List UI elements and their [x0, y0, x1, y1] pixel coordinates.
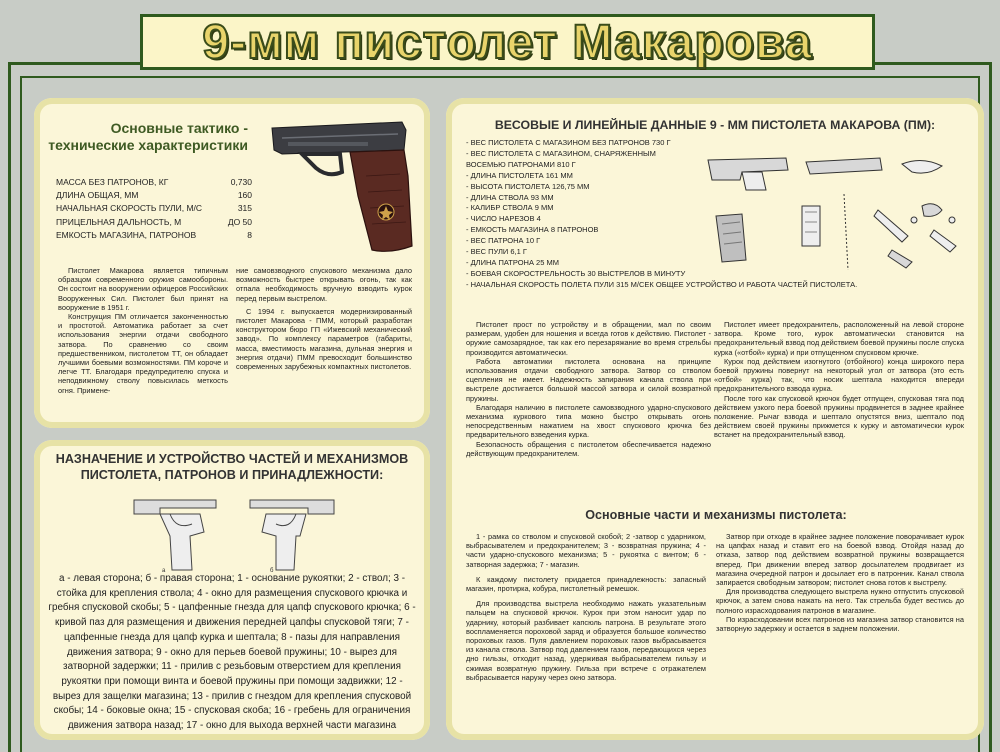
spec-item: - ВЕС ПАТРОНА 10 Г: [466, 236, 541, 246]
frame-line-top-inner: [20, 76, 980, 78]
paragraph: Работа автоматики пистолета основана на принципе использования отдачи свободного затвора. Затвор со стволом сцепления не имеет. Надежность запирания канала ствола при выстреле достигается большой массой затвора и силой возвратной пружины.: [466, 356, 711, 403]
ttx-value: 0,730: [230, 177, 252, 187]
specs-title: ВЕСОВЫЕ И ЛИНЕЙНЫЕ ДАННЫЕ 9 - ММ ПИСТОЛЕТА МАКАРОВА (ПМ):: [494, 118, 936, 132]
ttx-label: МАССА БЕЗ ПАТРОНОВ, КГ: [56, 177, 169, 187]
paragraph: После того как спусковой крючок будет отпущен, спусковая тяга под действием узкого пера боевой пружины продвинется в заднее крайнее положение. Рычаг взвода и шептало опустятся вниз, шептало под действием своей пружины прижмется к курку и автоматически курок встанет на предохранительный взвод.: [714, 393, 964, 440]
spec-item: - КАЛИБР СТВОЛА 9 ММ: [466, 203, 554, 213]
spec-item: - ВЕС ПИСТОЛЕТА С МАГАЗИНОМ, СНАРЯЖЕННЫМ: [466, 148, 656, 158]
spec-item: - ЕМКОСТЬ МАГАЗИНА 8 ПАТРОНОВ: [466, 225, 599, 235]
ttx-text-col-b: [236, 266, 412, 371]
paragraph: По израсходовании всех патронов из магазина затвор становится на затворную задержку и остается в заднем положении.: [716, 614, 964, 634]
ttx-label: НАЧАЛЬНАЯ СКОРОСТЬ ПУЛИ, М/С: [56, 203, 203, 214]
ttx-title: Основные тактико - технические характеристики: [48, 120, 248, 153]
specs-text-col-b: [714, 320, 964, 440]
specs-panel: [446, 98, 984, 740]
spec-item: - БОЕВАЯ СКОРОСТРЕЛЬНОСТЬ 30 ВЫСТРЕЛОВ В МИНУТУ: [466, 268, 686, 278]
parts-panel: [34, 440, 430, 740]
paragraph: Пистолет имеет предохранитель, расположенный на левой стороне затвора. Кроме того, курок автоматически становится на предохранительный взвод под действием боевой пружины после спуска курка («отбой» курка) и при отпущенном спусковом крючке.: [714, 320, 964, 357]
ttx-value: 160: [237, 190, 252, 201]
page-title: 9-мм пистолет Макарова: [202, 15, 813, 69]
parts-title: НАЗНАЧЕНИЕ И УСТРОЙСТВО ЧАСТЕЙ И МЕХАНИЗМОВ ПИСТОЛЕТА, ПАТРОНОВ И ПРИНАДЛЕЖНОСТИ:: [55, 452, 409, 482]
ttx-table: [56, 176, 252, 242]
paragraph: Курок под действием изогнутого (отбойного) конца широкого пера боевой пружины повернут на некоторый угол от затвора (это есть «отбой» курка) так, что носик шептала находится впереди предохранительного взвода курка.: [714, 356, 964, 394]
ttx-value: 8: [247, 229, 252, 240]
mech-title: Основные части и механизмы пистолета:: [585, 508, 847, 522]
label-a: а: [162, 568, 166, 574]
ttx-row: [56, 189, 252, 202]
ttx-text-col-a: [58, 266, 228, 395]
paragraph: 1 - рамка со стволом и спусковой скобой; 2 -затвор с ударником, выбрасывателем и предохранителем; 3 - возвратная пружина; 4 - части ударно-спускового механизма; 5 - рукоятка с винтом; 6 - затворная задержка; 7 - магазин.: [466, 532, 706, 569]
ttx-value: 315: [237, 203, 252, 214]
ttx-row: [56, 202, 252, 215]
parts-legend: а - левая сторона; б - правая сторона; 1 - основание рукоятки; 2 - ствол; 3 - стойка для крепления ствола; 4 - окно для размещения спускового крючка и гребня спусковой скобы; 5 - цапфенные гнезда для цапф спускового крючка; 6 - кривой паз для размещения и движения передней цапфы спусковой тяги; 7 - цапфенные гнезда для цапф курка и шептала; 8 - пазы для направления движения затвора; 9 - окно для перьев боевой пружины; 10 - вырез для затворной задержки; 11 - прилив с резьбовым отверстием для крепления рукоятки при помощи винта и боевой пружины при помощи задвижки; 12 - вырез для защелки магазина; 13 - прилив с гнездом для крепления спусковой скобы; 14 - боковые окна; 15 - спусковая скоба; 16 - гребень для ограничения движения затвора назад; 17 - окно для выхода верхней части магазина: [48, 573, 416, 732]
spec-item: - ВЕС ПУЛИ 6,1 Г: [466, 247, 527, 257]
paragraph: ние самовзводного спускового механизма дало возможность быстрее открывать огонь, так как отпала необходимость вручную взводить курок перед первым выстрелом.: [236, 266, 412, 303]
frame-line-left: [8, 62, 11, 752]
paragraph: Для производства выстрела необходимо нажать указательным пальцем на спусковой крючок. Курок при этом наносит удар по ударнику, который разбивает капсюль патрона. В результате этого воспламеняется пороховой заряд и образуется большое количество пороховых газов. Пуля давлением пороховых газов выбрасывается из канала ствола. Затвор под давлением газов, передающихся через дно гильзы, отходит назад, удерживая выбрасывателем гильзу и сжимая возвратную пружину. Гильза при встрече с отражателем выбрасывается наружу через окно затвора.: [466, 599, 706, 682]
paragraph: Пистолет Макарова является типичным образцом современного оружия самообороны. Он состоит на вооружении офицеров Российских Вооруженных Сил. Пистолет был принят на вооружение в 1951 г.: [58, 266, 228, 312]
ttx-label: ДЛИНА ОБЩАЯ, ММ: [56, 190, 139, 201]
spec-item: - ДЛИНА СТВОЛА 93 ММ: [466, 192, 554, 202]
spec-item: - ДЛИНА ПАТРОНА 25 ММ: [466, 257, 559, 267]
spec-item: - ЧИСЛО НАРЕЗОВ 4: [466, 214, 541, 224]
spec-item: - НАЧАЛЬНАЯ СКОРОСТЬ ПОЛЕТА ПУЛИ 315 М/СЕК ОБЩЕЕ УСТРОЙСТВО И РАБОТА ЧАСТЕЙ ПИСТОЛЕТА.: [466, 279, 858, 289]
ttx-label: ПРИЦЕЛЬНАЯ ДАЛЬНОСТЬ, М: [56, 216, 182, 227]
spec-item: - ДЛИНА ПИСТОЛЕТА 161 ММ: [466, 170, 573, 180]
paragraph: Безопасность обращения с пистолетом обеспечивается надежно действующим предохранителем.: [466, 439, 711, 458]
frame-diagram: [130, 492, 340, 574]
frame-line-left-inner: [20, 76, 22, 752]
spec-item: ВОСЕМЬЮ ПАТРОНАМИ 810 Г: [466, 159, 576, 169]
paragraph: К каждому пистолету придается принадлежность: запасный магазин, протирка, кобура, пистолетный ремешок.: [466, 574, 706, 594]
frame-line-right: [989, 62, 992, 752]
title-banner: [140, 14, 875, 70]
label-b: б: [270, 568, 274, 574]
mech-text-col-d: [716, 532, 964, 633]
paragraph: Конструкция ПМ отличается законченностью и простотой. Автоматика работает за счет использования энергии отдачи свободного затвора. По сравнению со своим предшественником, пистолетом ТТ, он обладает лучшими боевыми возможностями. ПМ короче и легче ТТ. Благодаря предупредителю спуска и неподвижному стволу повысилась меткость огня. Примене-: [58, 312, 228, 395]
ttx-row: [56, 216, 252, 229]
ttx-panel: [34, 98, 430, 428]
spec-item: - ВЕС ПИСТОЛЕТА С МАГАЗИНОМ БЕЗ ПАТРОНОВ 730 Г: [466, 138, 671, 147]
ttx-row: [56, 229, 252, 242]
mech-text-col-c: [466, 532, 706, 682]
ttx-row: [56, 176, 252, 189]
exploded-diagram: [702, 150, 972, 288]
ttx-label: ЕМКОСТЬ МАГАЗИНА, ПАТРОНОВ: [56, 229, 197, 240]
paragraph: С 1994 г. выпускается модернизированный пистолет Макарова - ПММ, который разработан конструктором бюро ГП «Ижевский механический завод». По комплексу параметров (габариты, масса, вместимость магазина, дульная энергия и энергия отдачи) ПММ превосходит большинство современных зарубежных компактных пистолетов.: [236, 306, 412, 372]
spec-item: - ВЫСОТА ПИСТОЛЕТА 126,75 ММ: [466, 181, 590, 191]
paragraph: Затвор при отходе в крайнее заднее положение поворачивает курок на цапфах назад и ставит его на боевой взвод. Отойдя назад до отказа, затвор под действием возвратной пружины возвращается вперед. При движении вперед затвор досылателем продвигает из магазина очередной патрон и досылает его в патронник. Канал ствола запирается свободным затвором; пистолет снова готов к выстрелу.: [716, 532, 964, 588]
paragraph: Благодаря наличию в пистолете самовзводного ударно-спускового механизма куркового типа можно быстро открывать огонь непосредственным нажатием на хвост спускового крючка без предварительного взведения курка.: [466, 402, 711, 440]
specs-text-col-a: [466, 320, 711, 458]
paragraph: Пистолет прост по устройству и в обращении, мал по своим размерам, удобен для ношения и всегда готов к действию. Пистолет - оружие самозарядное, так как его перезаряжание во время стрельбы производится автоматически.: [466, 320, 711, 357]
pistol-photo: [262, 116, 416, 256]
paragraph: Для производства следующего выстрела нужно отпустить спусковой крючок, а затем снова нажать на него. Так стрельба будет вестись до полного израсходования патронов в магазине.: [716, 587, 964, 615]
ttx-value: ДО 50: [227, 216, 252, 227]
